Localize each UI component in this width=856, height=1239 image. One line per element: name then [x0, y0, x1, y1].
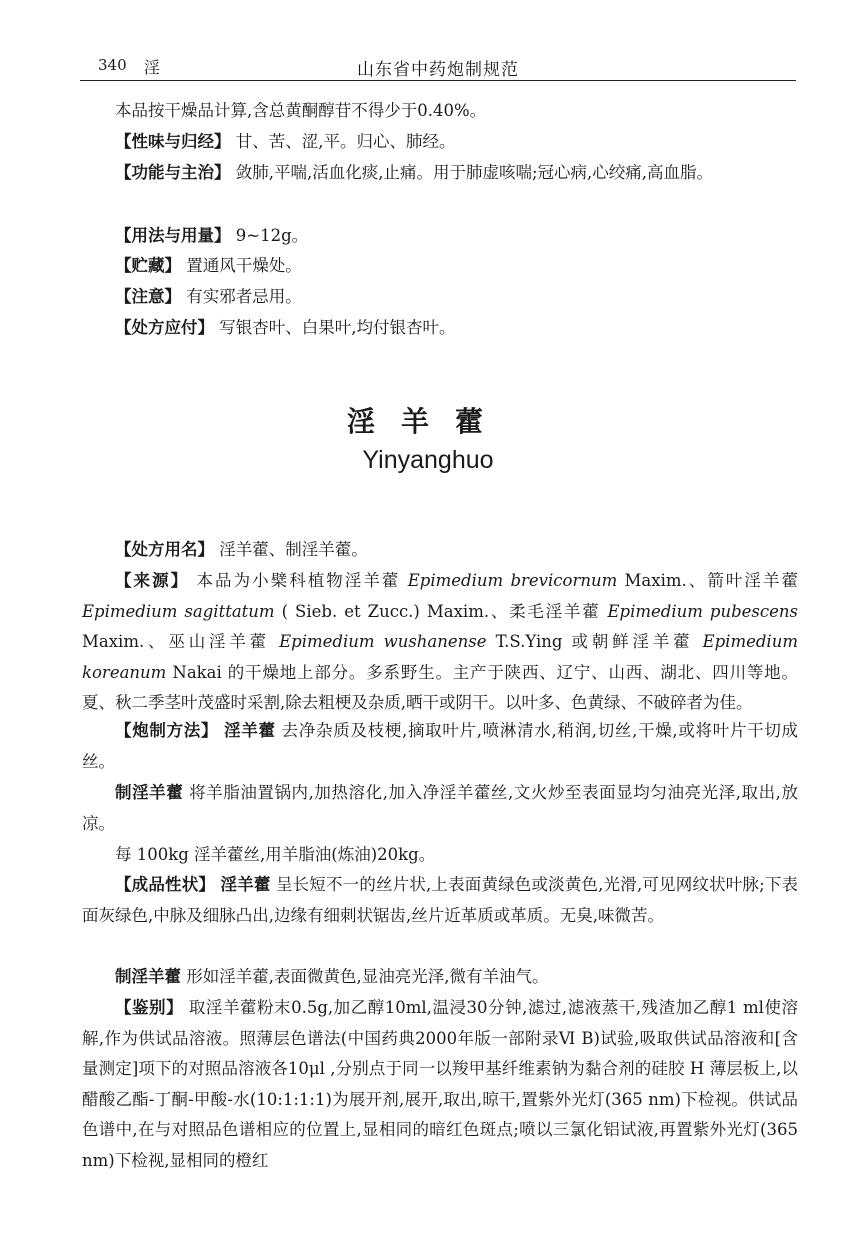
page-index-char: 淫	[144, 58, 161, 77]
section-yongfa: 【用法与用量】 9~12g。	[115, 226, 309, 245]
section-zhi-chengpin: 制淫羊藿 形如淫羊藿,表面微黄色,显油亮光泽,微有羊油气。	[115, 967, 549, 986]
section-paozhi: 【炮制方法】 淫羊藿 去净杂质及枝梗,摘取叶片,喷淋清水,稍润,切丝,干燥,或将叶片干切成丝。	[82, 721, 799, 771]
section-laiyuan: 【来源】 本品为小檗科植物淫羊藿 Epimedium brevicornum Maxim.、箭叶淫羊藿 Epimedium sagittatum ( Sieb. et Zucc.) Maxim.、柔毛淫羊藿 Epimedium pubescens Maxim.、巫山淫羊藿 Epimedium wushanense T.S.Ying 或朝鲜淫羊藿 Epimedium koreanum Nakai 的干燥地上部分。多系野生。主产于陕西、辽宁、山西、湖北、四川等地。夏、秋二季茎叶茂盛时采割,除去粗梗及杂质,晒干或阴干。以叶多、色黄绿、不破碎者为佳。	[82, 571, 799, 712]
entry-pinyin: Yinyanghuo	[362, 446, 494, 474]
entry-title: 淫羊藿	[346, 405, 509, 438]
section-zhucang: 【贮藏】 置通风干燥处。	[115, 256, 302, 275]
running-title: 山东省中药炮制规范	[357, 60, 519, 80]
section-jianbie: 【鉴别】 取淫羊藿粉末0.5g,加乙醇10ml,温浸30分钟,滤过,滤液蒸干,残渣加乙醇1 ml使溶解,作为供试品溶液。照薄层色谱法(中国药典2000年版一部附录Ⅵ B)试验,吸取供试品溶液和[含量测定]项下的对照品溶液各10μl ,分别点于同一以羧甲基纤维素钠为黏合剂的硅胶 H 薄层板上,以醋酸乙酯-丁酮-甲酸-水(10:1:1:1)为展开剂,展开,取出,晾干,置紫外光灯(365 nm)下检视。供试品色谱中,在与对照品色谱相应的位置上,显相同的暗红色斑点;喷以三氯化铝试液,再置紫外光灯(365 nm)下检视,显相同的橙红	[82, 998, 799, 1170]
section-zhuyi: 【注意】 有实邪者忌用。	[115, 287, 302, 306]
running-header	[80, 52, 796, 81]
section-chufang-yingfu: 【处方应付】 写银杏叶、白果叶,均付银杏叶。	[115, 318, 456, 337]
section-zhi-paozhi: 制淫羊藿 将羊脂油置锅内,加热溶化,加入净淫羊藿丝,文火炒至表面显均匀油亮光泽,取出,放凉。	[82, 783, 798, 833]
section-gongneng: 【功能与主治】 敛肺,平喘,活血化痰,止痛。用于肺虚咳喘;冠心病,心绞痛,高血脂。	[115, 163, 714, 182]
section-chufang-yongming: 【处方用名】 淫羊藿、制淫羊藿。	[115, 540, 368, 559]
section-xingwei: 【性味与归经】 甘、苦、涩,平。归心、肺经。	[115, 132, 456, 151]
section-chengpin: 【成品性状】 淫羊藿 呈长短不一的丝片状,上表面黄绿色或淡黄色,光滑,可见网纹状叶脉;下表面灰绿色,中脉及细脉凸出,边缘有细刺状锯齿,丝片近革质或革质。无臭,味微苦。	[82, 875, 799, 925]
content-statement: 本品按干燥品计算,含总黄酮醇苷不得少于0.40%。	[115, 101, 487, 120]
ratio-note: 每 100kg 淫羊藿丝,用羊脂油(炼油)20kg。	[115, 845, 436, 864]
page-number: 340	[98, 56, 127, 74]
